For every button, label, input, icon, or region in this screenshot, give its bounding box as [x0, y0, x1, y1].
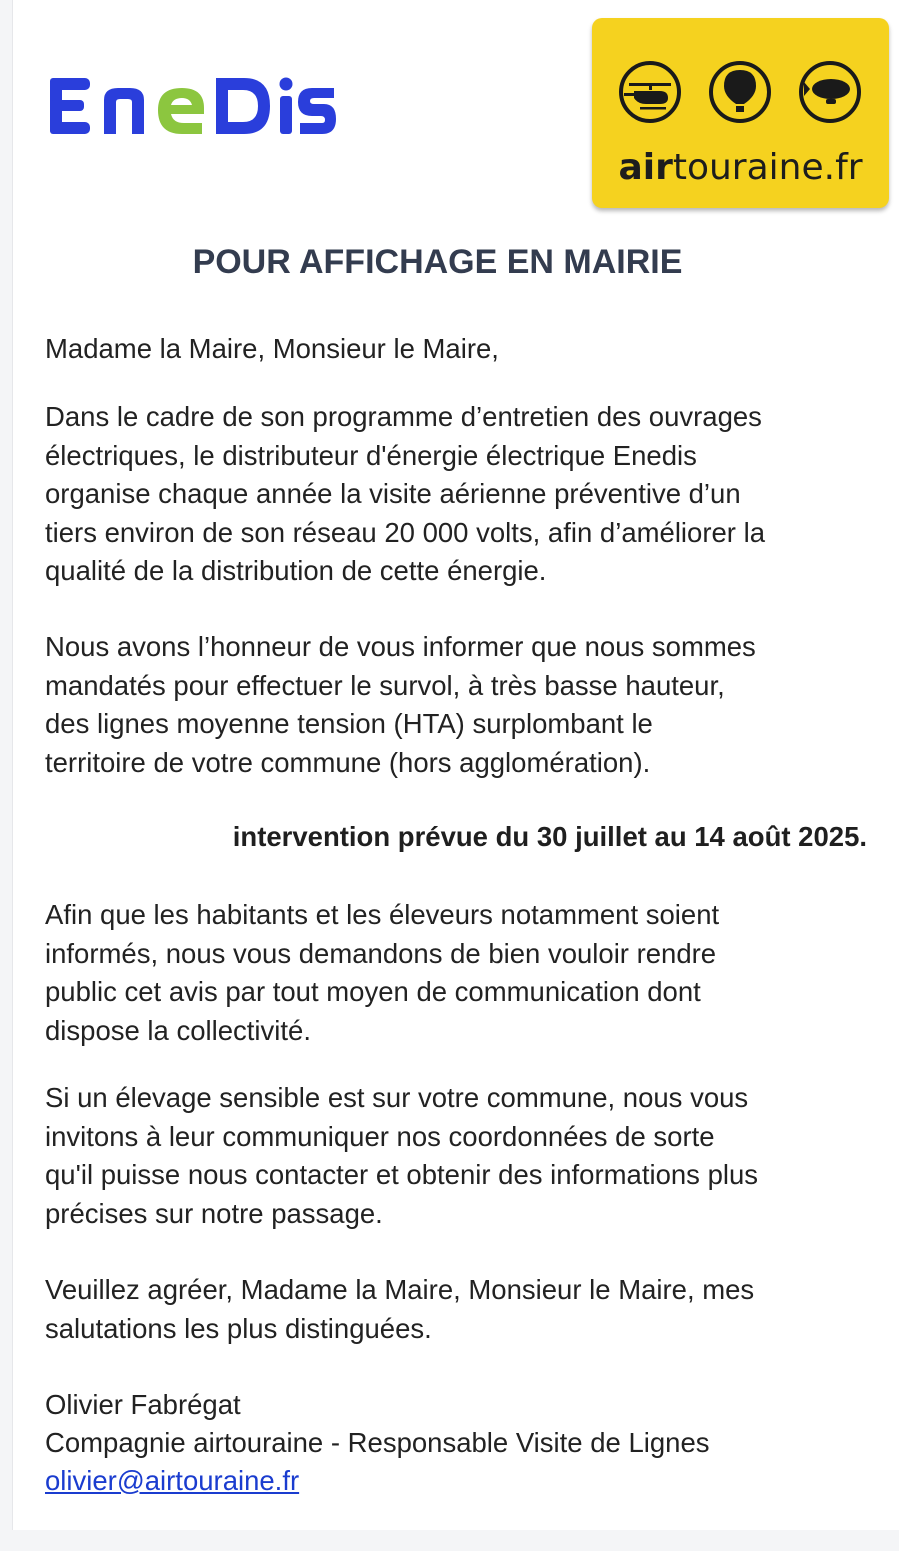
helicopter-icon: [621, 63, 679, 121]
paragraph-program: Dans le cadre de son programme d’entretien des ouvrages électriques, le distributeur d'énergie électrique Enedis organise chaque année la visite aérienne préventive d’un tiers environ de son réseau 20 000 volts, afin d’améliorer la qualité de la distribution de cette énergie.: [45, 401, 765, 586]
paragraph-livestock: Si un élevage sensible est sur votre commune, nous vous invitons à leur communiquer nos coordonnées de sorte qu'il puisse nous contacter et obtenir des informations plus précises sur notre passage.: [45, 1082, 759, 1229]
enedis-logo: [48, 70, 338, 145]
closing-formula: Veuillez agréer, Madame la Maire, Monsieur le Maire, mes salutations les plus distinguées.: [45, 1274, 755, 1344]
hot-air-balloon-icon: [711, 63, 769, 121]
paragraph-flyover: Nous avons l’honneur de vous informer que nous sommes mandatés pour effectuer le survol, à très basse hauteur, des lignes moyenne tension (HTA) surplombant le territoire de votre commune (hors agglomération).: [45, 631, 756, 778]
signature-role: Compagnie airtouraine - Responsable Visite de Lignes: [45, 1427, 710, 1458]
signature-email-line: [45, 1462, 875, 1501]
email-link[interactable]: olivier@airtouraine.fr: [45, 1465, 300, 1496]
salutation: Madame la Maire, Monsieur le Maire,: [45, 333, 499, 364]
airtouraine-logo: [592, 18, 889, 208]
signature-name: Olivier Fabrégat: [45, 1389, 241, 1420]
paragraph-publication: Afin que les habitants et les éleveurs notamment soient informés, nous vous demandons de bien vouloir rendre public cet avis par tout moyen de communication dont dispose la collectivité.: [45, 899, 720, 1046]
notice-title: POUR AFFICHAGE EN MAIRIE: [192, 243, 683, 281]
airship-icon: [801, 63, 859, 121]
intervention-dates: intervention prévue du 30 juillet au 14 août 2025.: [232, 821, 867, 852]
airtouraine-wordmark: airtouraine.fr: [618, 147, 863, 188]
